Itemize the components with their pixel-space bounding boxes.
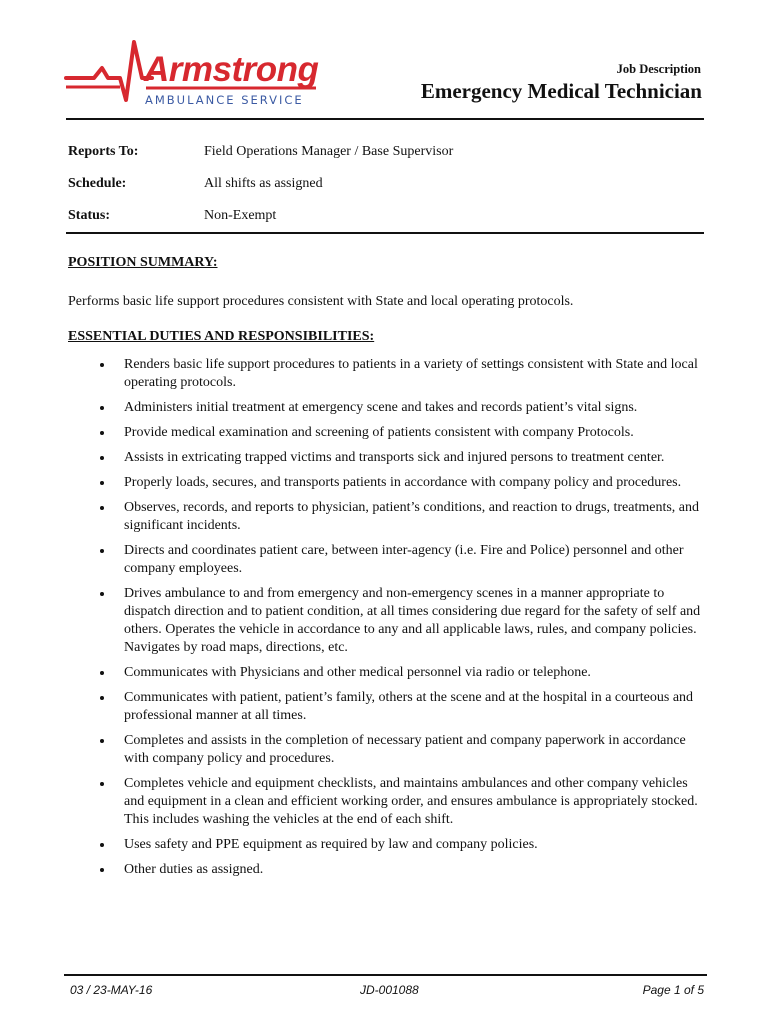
duty-text: Communicates with Physicians and other medical personnel via radio or telephone. <box>124 665 591 680</box>
list-item <box>68 732 708 768</box>
list-item <box>68 689 708 725</box>
info-value: Non-Exempt <box>204 208 277 223</box>
document-type-label: Job Description <box>616 62 701 76</box>
header-divider <box>66 118 704 120</box>
list-item <box>68 356 708 392</box>
bullet-icon <box>100 456 104 460</box>
duty-text: Other duties as assigned. <box>124 862 264 877</box>
logo-wordmark: Armstrong <box>144 50 319 89</box>
duty-text: Drives ambulance to and from emergency and non-emergency scenes in a manner appropriate to dispatch direction and to patient condition, at all times considering due regard for the safety of self and others. Operates the vehicle in accordance to any and all applicable laws, rules, and company policies. Navigates by road maps, directions, etc. <box>124 586 701 655</box>
info-label: Reports To: <box>68 144 139 159</box>
info-label: Schedule: <box>68 176 127 191</box>
list-item <box>68 664 708 682</box>
bullet-icon <box>100 739 104 743</box>
duty-text: Completes and assists in the completion of necessary patient and company paperwork in accordance with company policy and procedures. <box>124 733 686 766</box>
bullet-icon <box>100 782 104 786</box>
position-summary-text: Performs basic life support procedures consistent with State and local operating protocols. <box>68 294 574 309</box>
duty-text: Directs and coordinates patient care, between inter-agency (i.e. Fire and Police) personnel and other company employees. <box>124 543 684 576</box>
bullet-icon <box>100 481 104 485</box>
duties-list <box>68 356 708 886</box>
position-summary-heading: POSITION SUMMARY: <box>68 255 218 270</box>
list-item <box>68 499 708 535</box>
bullet-icon <box>100 843 104 847</box>
duty-text: Administers initial treatment at emergency scene and takes and records patient’s vital signs. <box>124 400 638 415</box>
list-item <box>68 775 708 829</box>
bullet-icon <box>100 363 104 367</box>
duty-text: Observes, records, and reports to physician, patient’s conditions, and reaction to drugs, treatments, and significant incidents. <box>124 500 700 533</box>
info-value: All shifts as assigned <box>204 176 323 191</box>
bullet-icon <box>100 431 104 435</box>
list-item <box>68 836 708 854</box>
info-divider <box>66 232 704 234</box>
duties-heading: ESSENTIAL DUTIES AND RESPONSIBILITIES: <box>68 329 375 344</box>
list-item <box>68 449 708 467</box>
list-item <box>68 585 708 657</box>
footer-divider <box>64 974 707 976</box>
duty-text: Renders basic life support procedures to patients in a variety of settings consistent with State and local operating protocols. <box>124 357 698 390</box>
info-value: Field Operations Manager / Base Supervisor <box>204 144 454 159</box>
footer-revision: 03 / 23-MAY-16 <box>70 983 153 997</box>
footer-page-number: Page 1 of 5 <box>642 983 704 997</box>
info-label: Status: <box>68 208 111 223</box>
duty-text: Communicates with patient, patient’s family, others at the scene and at the hospital in a courteous and professional manner at all times. <box>124 690 694 723</box>
logo-tagline: AMBULANCE SERVICE <box>145 93 304 107</box>
list-item <box>68 861 708 879</box>
job-title: Emergency Medical Technician <box>420 79 702 103</box>
list-item <box>68 542 708 578</box>
duty-text: Uses safety and PPE equipment as required by law and company policies. <box>124 837 538 852</box>
list-item <box>68 474 708 492</box>
bullet-icon <box>100 549 104 553</box>
duty-text: Assists in extricating trapped victims and transports sick and injured persons to treatment center. <box>124 450 665 465</box>
duty-text: Completes vehicle and equipment checklists, and maintains ambulances and other company vehicles and equipment in a clean and efficient working order, and ensures ambulance is appropriately stocked. This includes washing the vehicles at the end of each shift. <box>124 776 698 827</box>
duty-text: Properly loads, secures, and transports patients in accordance with company policy and procedures. <box>124 475 682 490</box>
footer-document-id: JD-001088 <box>360 983 419 997</box>
list-item <box>68 399 708 417</box>
bullet-icon <box>100 406 104 410</box>
duty-text: Provide medical examination and screening of patients consistent with company Protocols. <box>124 425 634 440</box>
bullet-icon <box>100 671 104 675</box>
bullet-icon <box>100 696 104 700</box>
bullet-icon <box>100 592 104 596</box>
list-item <box>68 424 708 442</box>
bullet-icon <box>100 868 104 872</box>
bullet-icon <box>100 506 104 510</box>
armstrong-logo <box>64 38 326 114</box>
